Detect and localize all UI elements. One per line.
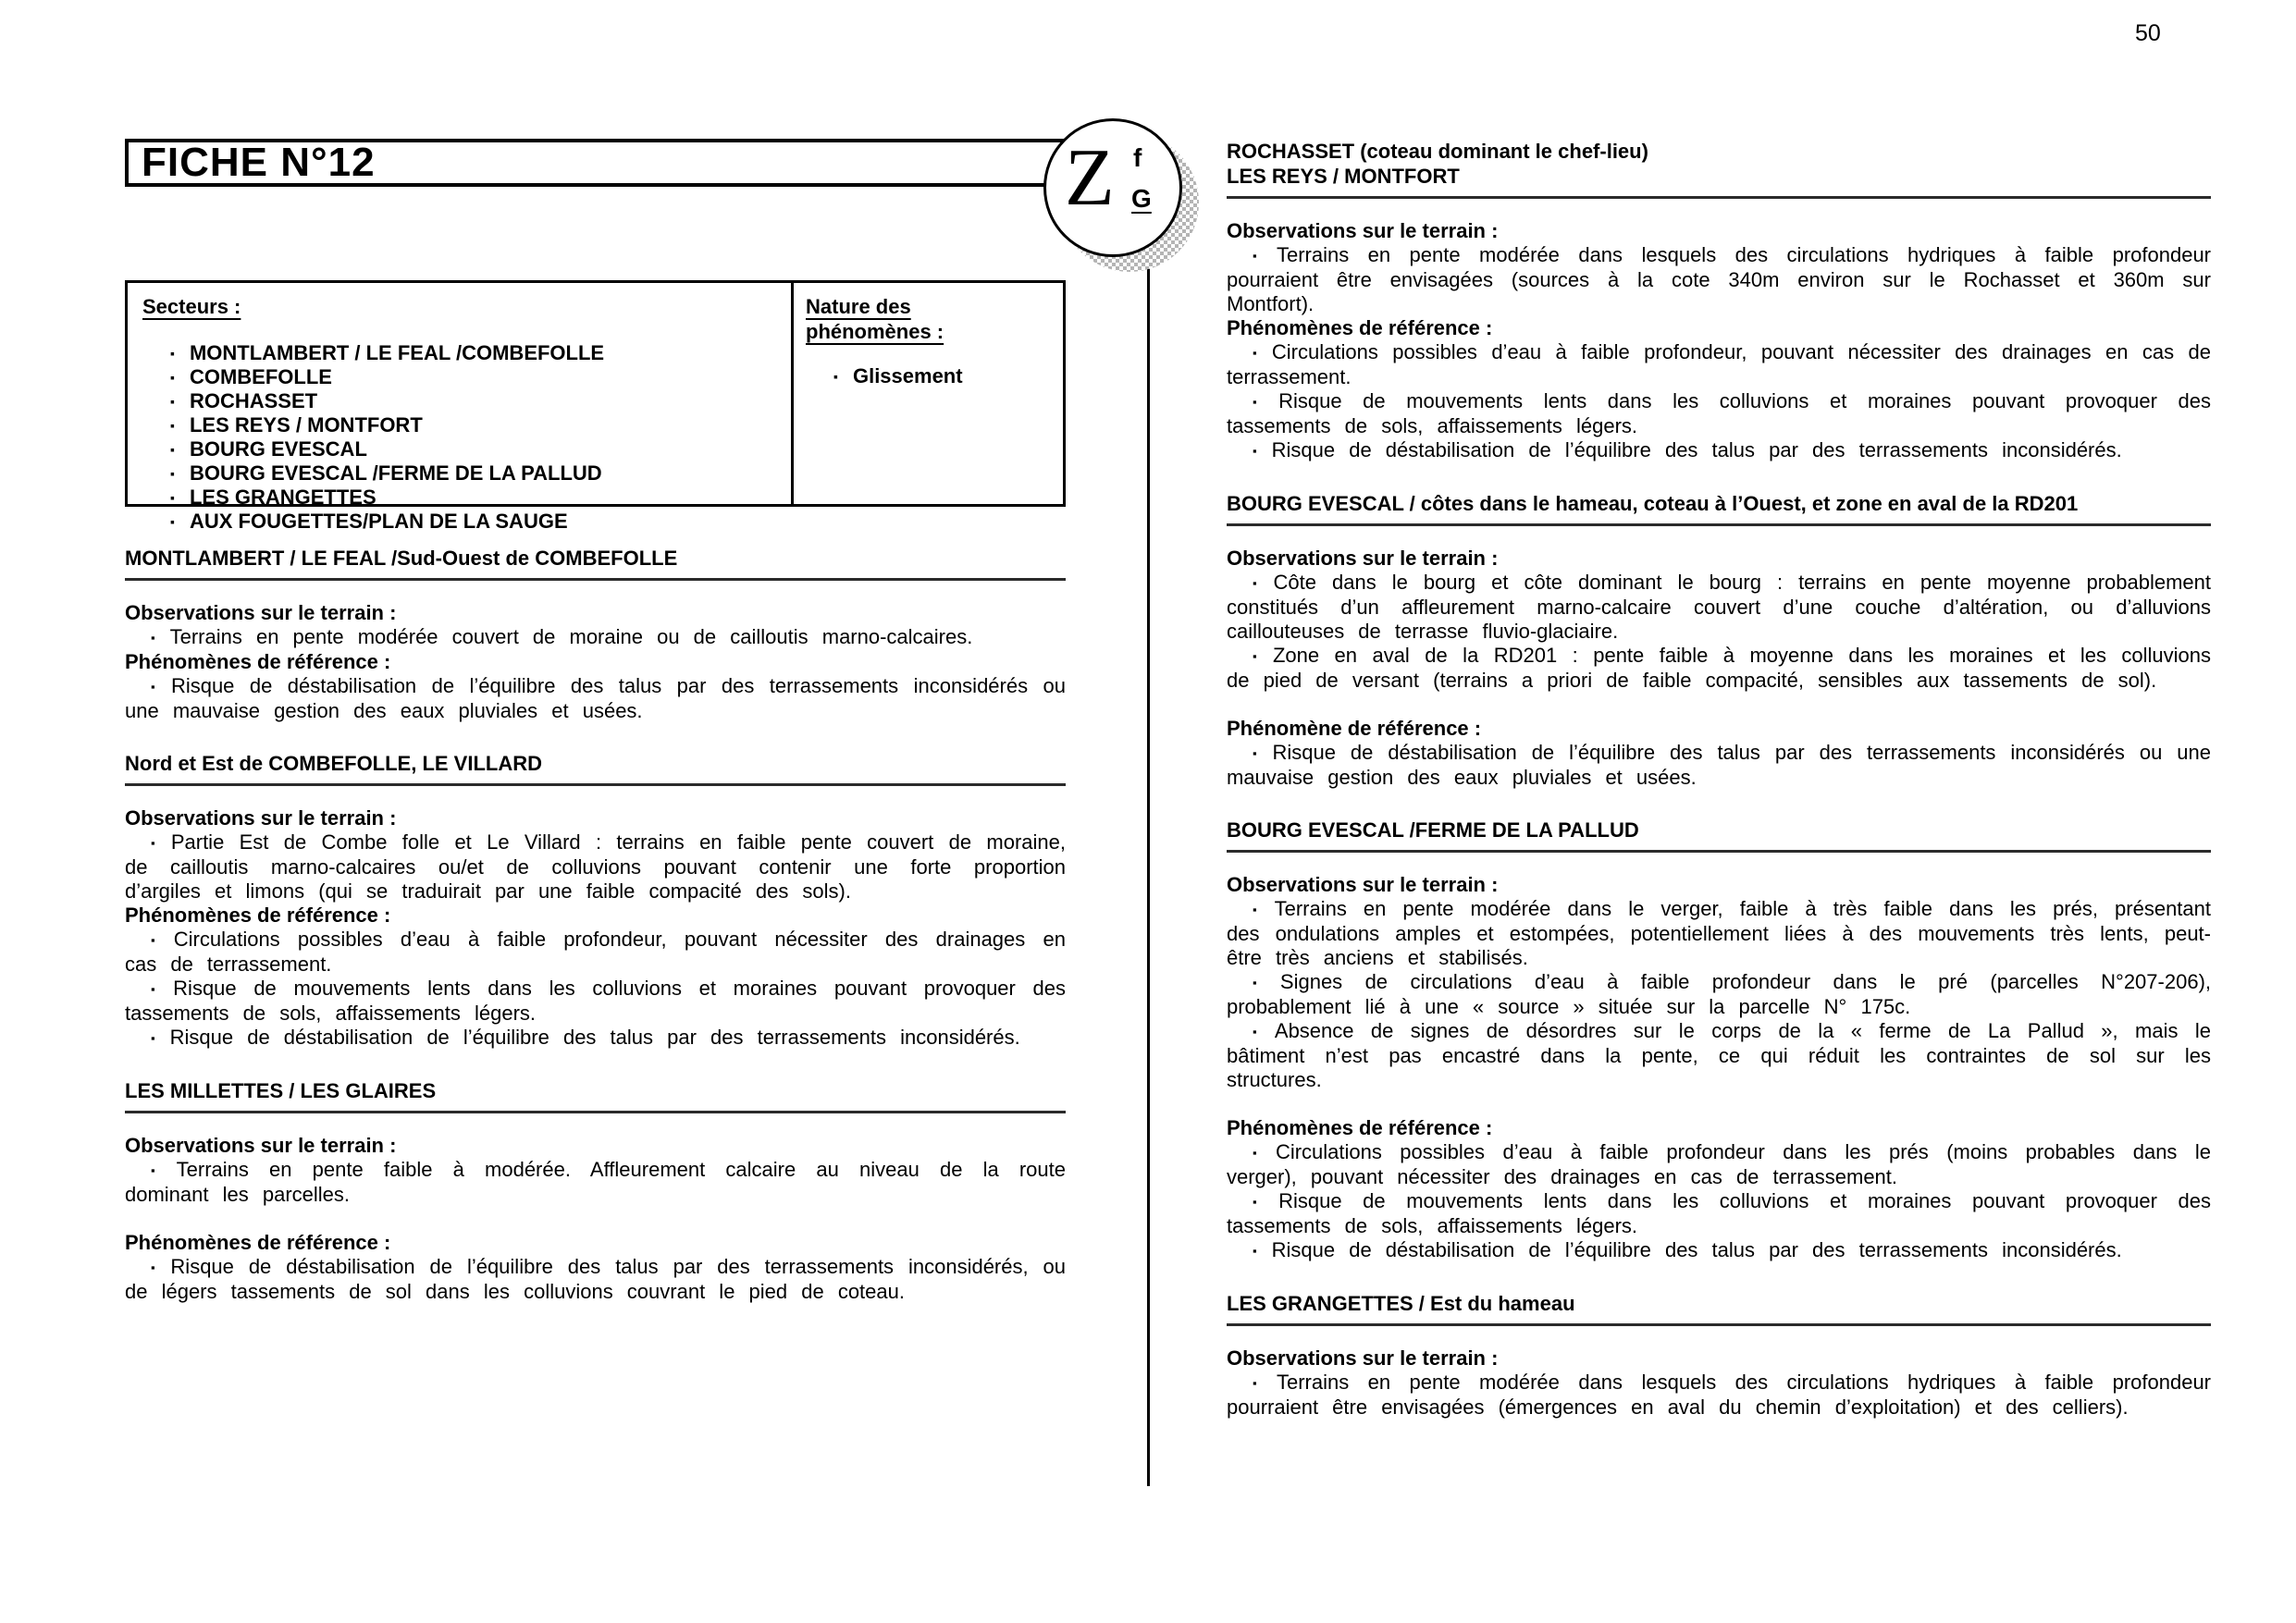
bullet-item: ▪ Risque de déstabilisation de l’équilibre des talus par des terrassements inconsidérés. bbox=[1227, 1238, 2211, 1263]
secteurs-cell bbox=[128, 283, 794, 533]
section-montlambert bbox=[125, 546, 1066, 723]
bullet-item: ▪ Risque de déstabilisation de l’équilibre des talus par des terrassements inconsidérés ou une mauvaise gestion des eaux pluviales et usées. bbox=[1227, 741, 2211, 790]
section-rochasset-reys-montfort bbox=[1227, 139, 2211, 463]
section-ferme-de-la-pallud bbox=[1227, 818, 2211, 1263]
section-body bbox=[1227, 547, 2211, 790]
section-body bbox=[1227, 219, 2211, 463]
secteur-item: ▪ ROCHASSET bbox=[170, 389, 791, 413]
bullet-item: ▪ Circulations possibles d’eau à faible profondeur, pouvant nécessiter des drainages en cas de terrassement. bbox=[125, 928, 1066, 977]
section-body bbox=[125, 806, 1066, 1051]
secteur-item: ▪ AUX FOUGETTES/PLAN DE LA SAUGE bbox=[170, 510, 791, 534]
nature-item: ▪ Glissement bbox=[833, 364, 1063, 388]
bullet-item: ▪ Circulations possibles d’eau à faible profondeur, pouvant nécessiter des drainages en cas de terrassement. bbox=[1227, 340, 2211, 389]
section-heading: LES MILLETTES / LES GLAIRES bbox=[125, 1078, 1066, 1113]
blank-line bbox=[125, 1207, 1066, 1231]
field-label: Observations sur le terrain : bbox=[1227, 547, 1499, 570]
left-column bbox=[125, 0, 1152, 1304]
right-column bbox=[1227, 0, 2211, 1420]
heading-line: LES REYS / MONTFORT bbox=[1227, 165, 1460, 188]
field-label: Phénomènes de référence : bbox=[125, 650, 391, 673]
field-label: Observations sur le terrain : bbox=[125, 1134, 397, 1157]
page-number: 50 bbox=[2135, 20, 2161, 46]
logo-circle bbox=[1043, 118, 1182, 257]
blank-line bbox=[1227, 1092, 2211, 1116]
section-heading bbox=[1227, 139, 2211, 199]
section-heading: Nord et Est de COMBEFOLLE, LE VILLARD bbox=[125, 751, 1066, 786]
secteur-item: ▪ COMBEFOLLE bbox=[170, 365, 791, 389]
section-body bbox=[1227, 1346, 2211, 1420]
field-label: Phénomènes de référence : bbox=[125, 904, 391, 927]
logo-letter-f: f bbox=[1133, 143, 1142, 172]
blank-line bbox=[1227, 693, 2211, 717]
secteur-item: ▪ LES REYS / MONTFORT bbox=[170, 413, 791, 437]
field-label: Phénomènes de référence : bbox=[1227, 316, 1493, 339]
bullet-item: ▪ Absence de signes de désordres sur le corps de la « ferme de La Pallud », mais le bâtiment n’est pas encastré dans la pente, ce qui réduit les contraintes de sol sur les structures. bbox=[1227, 1019, 2211, 1092]
bullet-item: ▪ Zone en aval de la RD201 : pente faible à moyenne dans les moraines et les colluvions de pied de versant (terrains a priori de faible compacité, sensibles aux tassements de sol). bbox=[1227, 644, 2211, 693]
bullet-item: ▪ Partie Est de Combe folle et Le Villard : terrains en faible pente couvert de moraine, de cailloutis marno-calcaires ou/et de colluvions pouvant contenir une forte proportion d’argiles et limons (qui se traduirait par une faible compacité des sols). bbox=[125, 830, 1066, 904]
secteurs-list bbox=[142, 341, 791, 534]
nature-cell bbox=[794, 283, 1063, 504]
bullet-item: ▪ Terrains en pente faible à modérée. Affleurement calcaire au niveau de la route dominant les parcelles. bbox=[125, 1158, 1066, 1207]
section-millettes-glaires bbox=[125, 1078, 1066, 1304]
field-label: Observations sur le terrain : bbox=[125, 601, 397, 624]
secteur-item: ▪ BOURG EVESCAL bbox=[170, 437, 791, 461]
secteur-item: ▪ LES GRANGETTES bbox=[170, 486, 791, 510]
section-heading: BOURG EVESCAL /FERME DE LA PALLUD bbox=[1227, 818, 2211, 853]
nature-title: Nature des phénomènes : bbox=[806, 295, 944, 343]
bullet-item: ▪ Terrains en pente modérée dans lesquels des circulations hydriques à faible profondeur pourraient être envisagées (émergences en aval du chemin d’exploitation) et des celliers). bbox=[1227, 1371, 2211, 1420]
secteur-item: ▪ BOURG EVESCAL /FERME DE LA PALLUD bbox=[170, 461, 791, 486]
bullet-item: ▪ Terrains en pente modérée dans le verger, faible à très faible dans les prés, présentant des ondulations amples et estompées, potentiellement liées à des mouvements très lents, peut-être très anciens et stabilisés. bbox=[1227, 897, 2211, 970]
bullet-item: ▪ Risque de mouvements lents dans les colluvions et moraines pouvant provoquer des tassements de sols, affaissements légers. bbox=[1227, 389, 2211, 438]
secteur-item: ▪ MONTLAMBERT / LE FEAL /COMBEFOLLE bbox=[170, 341, 791, 365]
field-label: Observations sur le terrain : bbox=[1227, 219, 1499, 242]
fiche-title-box bbox=[125, 139, 1075, 187]
bullet-item: ▪ Risque de mouvements lents dans les colluvions et moraines pouvant provoquer des tassements de sols, affaissements légers. bbox=[125, 977, 1066, 1026]
field-label: Phénomènes de référence : bbox=[1227, 1116, 1493, 1139]
secteurs-title: Secteurs : bbox=[142, 295, 241, 318]
section-body bbox=[125, 601, 1066, 723]
nature-list bbox=[806, 364, 1063, 388]
column-divider bbox=[1147, 134, 1150, 1486]
bullet-item: ▪ Côte dans le bourg et côte dominant le bourg : terrains en pente moyenne probablement constitués d’un affleurement marno-calcaire couvert d’une couche d’altération, ou d’alluvions caillouteuses de terrasse fluvio-glaciaire. bbox=[1227, 571, 2211, 644]
section-bourg-evescal bbox=[1227, 491, 2211, 790]
bullet-item: ▪ Circulations possibles d’eau à faible profondeur dans les prés (moins probables dans le verger), pouvant nécessiter des drainages en cas de terrassement. bbox=[1227, 1140, 2211, 1189]
fiche-title: FICHE N°12 bbox=[142, 140, 376, 185]
field-label: Observations sur le terrain : bbox=[1227, 1346, 1499, 1370]
logo-letter-g: G bbox=[1131, 184, 1152, 213]
bullet-item: ▪ Risque de déstabilisation de l’équilibre des talus par des terrassements inconsidérés. bbox=[125, 1026, 1066, 1051]
bullet-item: ▪ Risque de déstabilisation de l’équilibre des talus par des terrassements inconsidérés ou une mauvaise gestion des eaux pluviales et usées. bbox=[125, 674, 1066, 723]
bullet-item: ▪ Terrains en pente modérée dans lesquels des circulations hydriques à faible profondeur pourraient être envisagées (sources à la cote 340m environ sur le Rochasset et 360m sur Montfort). bbox=[1227, 243, 2211, 316]
section-body bbox=[125, 1134, 1066, 1304]
bullet-item: ▪ Signes de circulations d’eau à faible profondeur dans le pré (parcelles N°207-206), probablement lié à une « source » située sur la parcelle N° 175c. bbox=[1227, 970, 2211, 1019]
section-body bbox=[1227, 873, 2211, 1263]
field-label: Observations sur le terrain : bbox=[125, 806, 397, 830]
section-combefolle-villard bbox=[125, 751, 1066, 1051]
section-les-grangettes bbox=[1227, 1291, 2211, 1420]
bullet-item: ▪ Terrains en pente modérée couvert de moraine ou de cailloutis marno-calcaires. bbox=[125, 625, 1066, 650]
bullet-item: ▪ Risque de mouvements lents dans les colluvions et moraines pouvant provoquer des tassements de sols, affaissements légers. bbox=[1227, 1189, 2211, 1238]
heading-line: ROCHASSET (coteau dominant le chef-lieu) bbox=[1227, 140, 1648, 163]
zfg-logo-icon bbox=[1043, 118, 1188, 263]
field-label: Observations sur le terrain : bbox=[1227, 873, 1499, 896]
secteurs-table bbox=[125, 280, 1066, 533]
field-label: Phénomènes de référence : bbox=[125, 1231, 391, 1254]
bullet-item: ▪ Risque de déstabilisation de l’équilibre des talus par des terrassements inconsidérés. bbox=[1227, 438, 2211, 463]
logo-letter-z: Z bbox=[1065, 133, 1115, 223]
section-heading: MONTLAMBERT / LE FEAL /Sud-Ouest de COMBEFOLLE bbox=[125, 546, 1066, 581]
bullet-item: ▪ Risque de déstabilisation de l’équilibre des talus par des terrassements inconsidérés, ou de légers tassements de sol dans les colluvions couvrant le pied de coteau. bbox=[125, 1255, 1066, 1304]
field-label: Phénomène de référence : bbox=[1227, 717, 1482, 740]
section-heading: LES GRANGETTES / Est du hameau bbox=[1227, 1291, 2211, 1326]
section-heading: BOURG EVESCAL / côtes dans le hameau, coteau à l’Ouest, et zone en aval de la RD201 bbox=[1227, 491, 2211, 526]
